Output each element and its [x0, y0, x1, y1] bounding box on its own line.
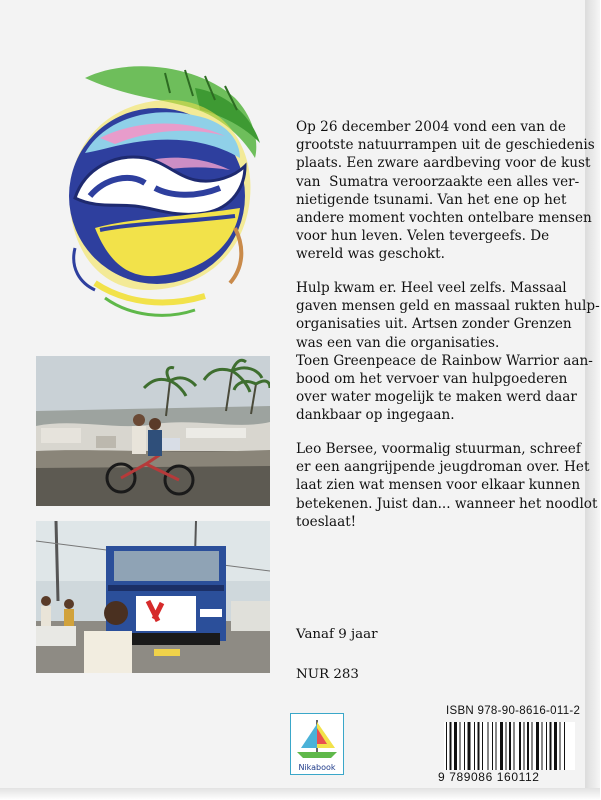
barcode-bar	[550, 722, 552, 770]
barcode-bar	[519, 722, 521, 770]
barcode-bar	[506, 722, 507, 770]
barcode	[444, 722, 575, 770]
barcode-bar	[450, 722, 452, 770]
barcode-bar	[554, 722, 557, 770]
aid-paragraph: Hulp kwam er. Heel veel zelfs. Massaal gaven mensen geld en massaal rukten hulp- organisaties uit. Artsen zonder Grenzen was een van die organisaties. Toen Greenpeace de Rainbow Warrior aan- bood om het vervoer van hulpgoederen over water mogelijk te maken werd daar dankbaar op ingegaan.	[296, 280, 600, 424]
barcode-bar	[482, 722, 483, 770]
barcode-bar	[524, 722, 525, 770]
barcode-bar	[488, 722, 489, 770]
publisher-logo	[290, 713, 344, 775]
intro-paragraph: Op 26 december 2004 vond een van de grootste natuurrampen uit de geschiedenis plaats. Een zware aardbeving voor de kust van Sumatra veroorzaakte een alles ver- nietigende tsunami. Van het ene op het andere moment vochten ontelbare mensen voor hun leven. Velen tevergeefs. De wereld was geschokt.	[296, 119, 595, 263]
isbn-label: ISBN 978-90-8616-011-2	[446, 705, 581, 717]
nur-code: NUR 283	[296, 667, 359, 682]
relief-truck-photo	[36, 521, 270, 673]
barcode-bar	[464, 722, 465, 770]
barcode-bar	[492, 722, 493, 770]
barcode-bar	[527, 722, 529, 770]
barcode-bar	[468, 722, 471, 770]
barcode-bar	[446, 722, 447, 770]
barcode-bar	[536, 722, 539, 770]
barcode-bar	[564, 722, 565, 770]
devastation-photo	[36, 356, 270, 506]
barcode-bar	[542, 722, 543, 770]
barcode-bar	[532, 722, 533, 770]
barcode-bar	[514, 722, 515, 770]
tsunami-wave-illustration	[45, 58, 275, 323]
barcode-bar	[496, 722, 497, 770]
author-paragraph: Leo Bersee, voormalig stuurman, schreef er een aangrijpende jeugdroman over. Het laat zien wat mensen voor elkaar kunnen betekenen. Juist dan... wanneer het noodlot toeslaat!	[296, 441, 598, 530]
barcode-bar	[509, 722, 511, 770]
barcode-bar	[460, 722, 461, 770]
age-label: Vanaf 9 jaar	[296, 627, 378, 642]
barcode-bar	[546, 722, 547, 770]
barcode-bar	[474, 722, 475, 770]
publisher-name: Nikabook	[298, 763, 336, 772]
ean-digits: 9 789086 160112	[438, 770, 540, 784]
book-bottom-edge	[0, 788, 600, 800]
barcode-bar	[478, 722, 480, 770]
barcode-bar	[500, 722, 503, 770]
sailboat-icon	[291, 714, 343, 762]
barcode-bar	[560, 722, 561, 770]
barcode-bar	[454, 722, 457, 770]
